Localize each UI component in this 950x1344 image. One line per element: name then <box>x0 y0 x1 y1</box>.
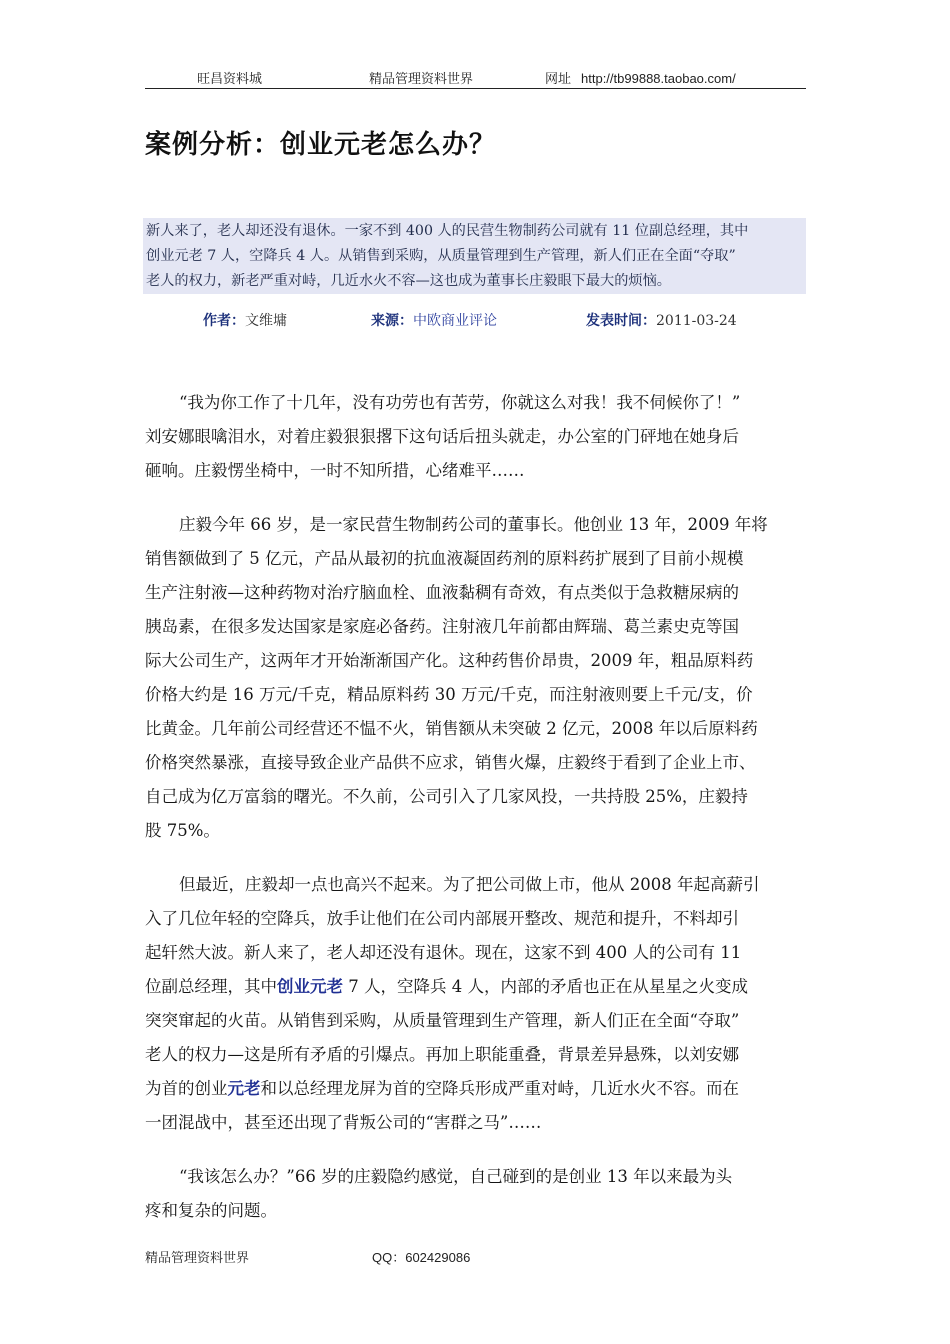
text-line: 入了几位年轻的空降兵，放手让他们在公司内部展开整改、规范和提升，不料却引 <box>145 909 739 928</box>
summary-box <box>143 218 806 294</box>
text-line: 销售额做到了 5 亿元，产品从最初的抗血液凝固药剂的原料药扩展到了目前小规模 <box>145 549 744 568</box>
text-line: 胰岛素，在很多发达国家是家庭必备药。注射液几年前都由辉瑞、葛兰素史克等国 <box>145 617 739 636</box>
header-site-label: 网址 <box>545 72 572 87</box>
text-line: 一团混战中，甚至还出现了背叛公司的“害群之马”…… <box>145 1113 542 1132</box>
article-body <box>145 386 815 1248</box>
header-world-name: 精品管理资料世界 <box>369 72 474 87</box>
summary-line: 老人的权力，新老严重对峙，几近水火不容—这也成为董事长庄毅眼下最大的烦恼。 <box>146 273 671 289</box>
author-label: 作者： <box>203 313 245 329</box>
text-line: 比黄金。几年前公司经营还不愠不火，销售额从未突破 2 亿元，2008 年以后原料药 <box>145 719 758 738</box>
text-line: 价格大约是 16 万元/千克，精品原料药 30 万元/千克，而注射液则要上千元/支，价 <box>145 685 753 704</box>
source-link[interactable]: 中欧商业评论 <box>413 313 497 329</box>
source-label: 来源： <box>371 313 413 329</box>
header-url-link[interactable]: http://tb99888.taobao.com/ <box>581 71 736 86</box>
text-line: 起轩然大波。新人来了，老人却还没有退休。现在，这家不到 400 人的公司有 11 <box>145 943 742 962</box>
text-line: 砸响。庄毅愣坐椅中，一时不知所措，心绪难平…… <box>145 461 525 480</box>
text-line: “我为你工作了十几年，没有功劳也有苦劳，你就这么对我！我不伺候你了！” <box>179 393 741 412</box>
text-line <box>145 970 815 1004</box>
text-line: 庄毅今年 66 岁，是一家民营生物制药公司的董事长。他创业 13 年，2009 年将 <box>179 515 768 534</box>
text-segment: 为首的创业 <box>145 1079 228 1098</box>
meta-author <box>203 310 287 330</box>
paragraph-1 <box>145 386 815 488</box>
text-line: 际大公司生产，这两年才开始渐渐国产化。这种药售价昂贵，2009 年，粗品原料药 <box>145 651 754 670</box>
footer-qq: QQ：602429086 <box>372 1250 471 1265</box>
text-segment: 位副总经理，其中 <box>145 977 277 996</box>
text-line: 突突窜起的火苗。从销售到采购，从质量管理到生产管理，新人们正在全面“夺取” <box>145 1011 740 1030</box>
footer-world-name: 精品管理资料世界 <box>145 1251 250 1266</box>
text-line: 老人的权力—这是所有矛盾的引爆点。再加上职能重叠，背景差异悬殊，以刘安娜 <box>145 1045 739 1064</box>
text-line: 疼和复杂的问题。 <box>145 1201 277 1220</box>
page-header <box>145 66 806 89</box>
author-name: 文维墉 <box>245 313 287 329</box>
header-website <box>545 68 736 87</box>
summary-line: 创业元老 7 人，空降兵 4 人。从销售到采购，从质量管理到生产管理，新人们正在全面“夺取” <box>146 248 736 264</box>
highlight-keyword-link[interactable]: 创业元老 <box>277 977 343 996</box>
meta-source <box>371 310 497 330</box>
publish-date: 2011-03-24 <box>656 313 737 329</box>
text-line: 但最近，庄毅却一点也高兴不起来。为了把公司做上市，他从 2008 年起高薪引 <box>179 875 760 894</box>
text-line: “我该怎么办？”66 岁的庄毅隐约感觉，自己碰到的是创业 13 年以来最为头 <box>179 1167 733 1186</box>
text-line: 刘安娜眼噙泪水，对着庄毅狠狠撂下这句话后扭头就走，办公室的门砰地在她身后 <box>145 427 739 446</box>
text-line: 股 75%。 <box>145 821 220 840</box>
summary-line: 新人来了，老人却还没有退休。一家不到 400 人的民营生物制药公司就有 11 位副总经理，其中 <box>146 223 749 239</box>
text-segment: 7 人，空降兵 4 人，内部的矛盾也正在从星星之火变成 <box>343 977 748 996</box>
text-segment: 和以总经理龙屏为首的空降兵形成严重对峙，几近水火不容。而在 <box>260 1079 739 1098</box>
date-label: 发表时间： <box>586 313 656 329</box>
text-line: 生产注射液—这种药物对治疗脑血栓、血液黏稠有奇效，有点类似于急救糖尿病的 <box>145 583 739 602</box>
text-line <box>145 1072 815 1106</box>
text-line: 价格突然暴涨，直接导致企业产品供不应求，销售火爆，庄毅终于看到了企业上市、 <box>145 753 756 772</box>
meta-date <box>586 310 737 330</box>
page-title: 案例分析：创业元老怎么办？ <box>145 130 497 160</box>
paragraph-4 <box>145 1160 815 1228</box>
paragraph-3 <box>145 868 815 1140</box>
highlight-keyword-link[interactable]: 元老 <box>227 1079 261 1098</box>
header-shop-name: 旺昌资料城 <box>197 72 263 87</box>
paragraph-2 <box>145 508 815 848</box>
text-line: 自己成为亿万富翁的曙光。不久前，公司引入了几家风投，一共持股 25%，庄毅持 <box>145 787 748 806</box>
